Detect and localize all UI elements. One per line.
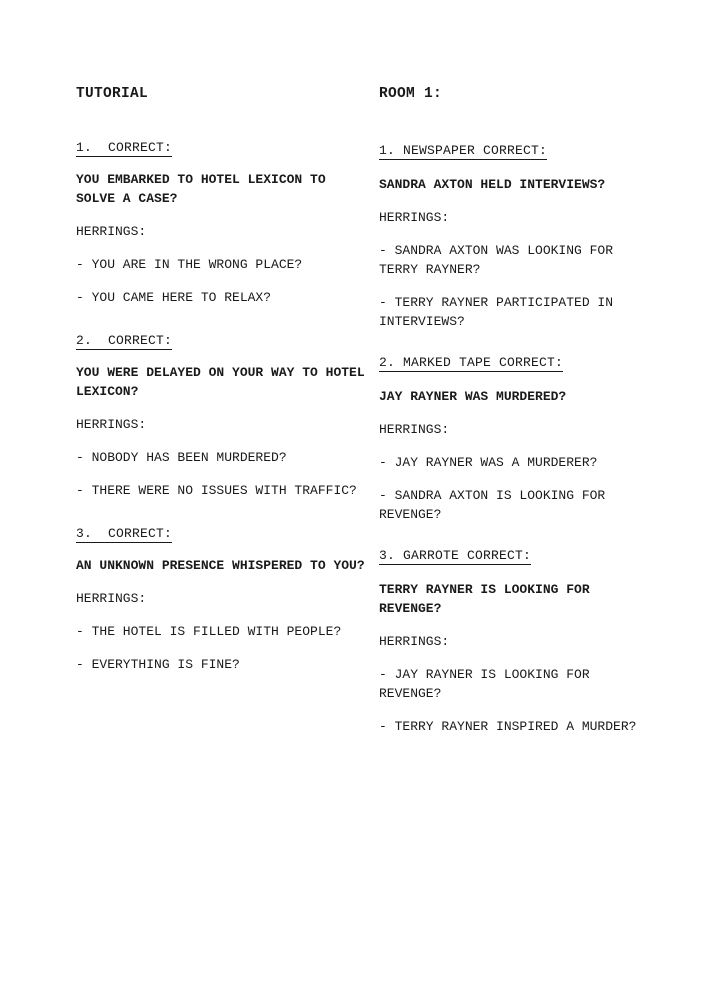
herrings-label: HERRINGS: (76, 224, 147, 239)
herrings-label: HERRINGS: (76, 417, 147, 432)
clue-section (379, 143, 654, 331)
section-heading: 2. CORRECT: (76, 333, 173, 348)
clue-section (379, 548, 654, 736)
herring-item: - SANDRA AXTON WAS LOOKING FOR TERRY RAYNER? (379, 243, 614, 277)
herring-item: - EVERYTHING IS FINE? (76, 657, 240, 672)
herring-item: - TERRY RAYNER INSPIRED A MURDER? (379, 719, 637, 734)
herring-item: - TERRY RAYNER PARTICIPATED IN INTERVIEWS? (379, 295, 614, 329)
herrings-label: HERRINGS: (379, 422, 450, 437)
section-heading: 3. CORRECT: (76, 526, 173, 541)
herring-item: - YOU ARE IN THE WRONG PLACE? (76, 257, 303, 272)
herrings-label: HERRINGS: (379, 634, 450, 649)
tutorial-column (76, 86, 366, 700)
section-heading: 3. GARROTE CORRECT: (379, 548, 532, 563)
column-title: ROOM 1: (379, 86, 443, 102)
correct-answer: SANDRA AXTON HELD INTERVIEWS? (379, 177, 606, 192)
section-heading: 2. MARKED TAPE CORRECT: (379, 355, 564, 370)
room-1-column (379, 86, 654, 760)
correct-answer: YOU EMBARKED TO HOTEL LEXICON TO SOLVE A CASE? (76, 172, 326, 206)
herring-item: - NOBODY HAS BEEN MURDERED? (76, 450, 287, 465)
herrings-label: HERRINGS: (379, 210, 450, 225)
herrings-label: HERRINGS: (76, 591, 147, 606)
herring-item: - THE HOTEL IS FILLED WITH PEOPLE? (76, 624, 342, 639)
herring-item: - JAY RAYNER IS LOOKING FOR REVENGE? (379, 667, 590, 701)
clue-section (379, 355, 654, 524)
clue-section (76, 140, 366, 307)
correct-answer: YOU WERE DELAYED ON YOUR WAY TO HOTEL LEXICON? (76, 365, 365, 399)
herring-item: - SANDRA AXTON IS LOOKING FOR REVENGE? (379, 488, 606, 522)
clue-section (76, 526, 366, 674)
correct-answer: JAY RAYNER WAS MURDERED? (379, 389, 567, 404)
correct-answer: TERRY RAYNER IS LOOKING FOR REVENGE? (379, 582, 590, 616)
clue-section (76, 333, 366, 500)
herring-item: - THERE WERE NO ISSUES WITH TRAFFIC? (76, 483, 357, 498)
correct-answer: AN UNKNOWN PRESENCE WHISPERED TO YOU? (76, 558, 365, 573)
herring-item: - YOU CAME HERE TO RELAX? (76, 290, 272, 305)
section-heading: 1. CORRECT: (76, 140, 173, 155)
herring-item: - JAY RAYNER WAS A MURDERER? (379, 455, 598, 470)
section-heading: 1. NEWSPAPER CORRECT: (379, 143, 548, 158)
column-title: TUTORIAL (76, 86, 149, 102)
